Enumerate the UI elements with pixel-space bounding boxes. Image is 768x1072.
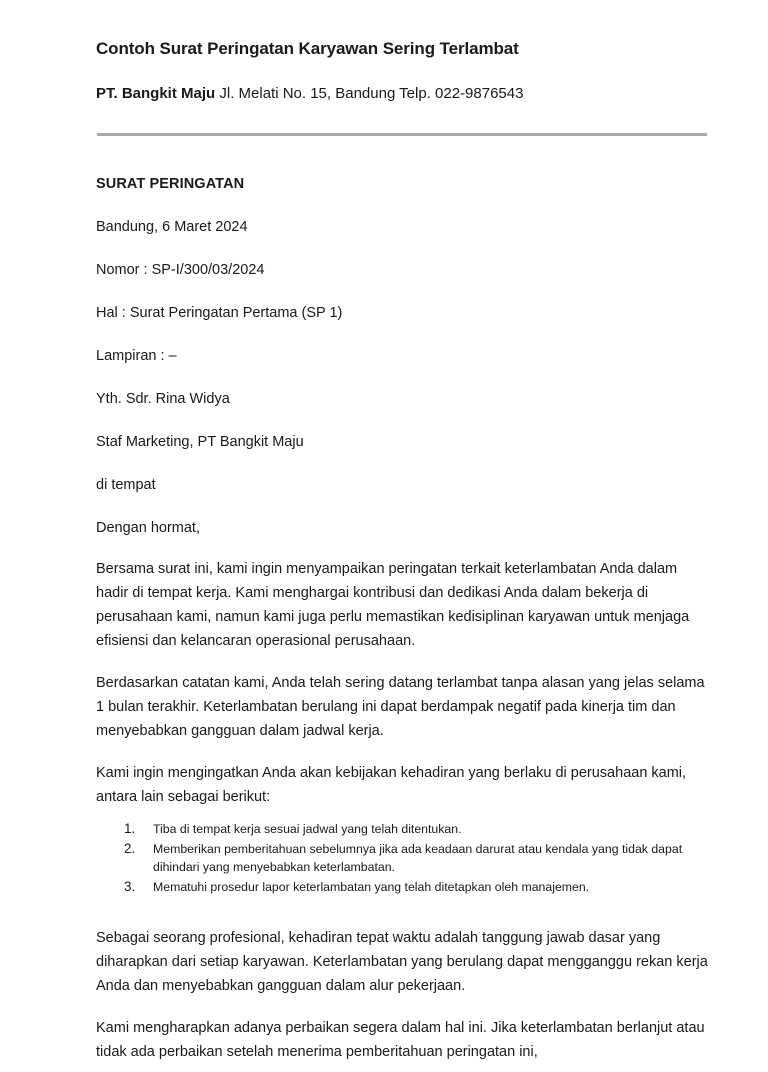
- place-and-date: Bandung, 6 Maret 2024: [96, 219, 248, 235]
- company-address: Jl. Melati No. 15, Bandung Telp. 022-9876543: [215, 85, 524, 102]
- recipient-position: Staf Marketing, PT Bangkit Maju: [96, 434, 304, 450]
- list-item: Tiba di tempat kerja sesuai jadwal yang telah ditentukan.: [153, 822, 462, 836]
- list-item: Memberikan pemberitahuan sebelumnya jika ada keadaan darurat atau kendala yang tidak dapat dihindari yang menyebabkan keterlambatan.: [153, 842, 683, 874]
- letter-number: Nomor : SP-I/300/03/2024: [96, 262, 265, 278]
- salutation: Dengan hormat,: [96, 520, 200, 536]
- company-letterhead: [96, 60, 708, 105]
- letter-attachment: Lampiran : –: [96, 348, 177, 364]
- company-name: PT. Bangkit Maju: [96, 85, 216, 102]
- policy-list: [96, 809, 708, 898]
- body-paragraph-2: Berdasarkan catatan kami, Anda telah sering datang terlambat tanpa alasan yang jelas selama 1 bulan terakhir. Keterlambatan berulang ini dapat berdampak negatif pada kinerja tim dan menyebabkan gangguan dalam jadwal kerja.: [96, 675, 705, 739]
- body-paragraph-5: Kami mengharapkan adanya perbaikan segera dalam hal ini. Jika keterlambatan berlanjut atau tidak ada perbaikan setelah menerima pemberitahuan peringatan ini,: [96, 1020, 705, 1060]
- letter-regarding: Hal : Surat Peringatan Pertama (SP 1): [96, 305, 343, 321]
- list-spacer: [96, 898, 708, 908]
- body-paragraph-4: Sebagai seorang profesional, kehadiran tepat waktu adalah tanggung jawab dasar yang diharapkan dari setiap karyawan. Keterlambatan yang berulang dapat mengganggu rekan kerja Anda dan menyebabkan gangguan dalam alur pekerjaan.: [96, 930, 708, 994]
- header-divider: [97, 133, 707, 136]
- list-item: Mematuhi prosedur lapor keterlambatan yang telah ditetapkan oleh manajemen.: [153, 880, 590, 894]
- subject-heading: SURAT PERINGATAN: [96, 176, 245, 192]
- page-title: Contoh Surat Peringatan Karyawan Sering Terlambat: [96, 39, 519, 58]
- recipient-place: di tempat: [96, 477, 156, 493]
- recipient-name: Yth. Sdr. Rina Widya: [96, 391, 230, 407]
- body-paragraph-1: Bersama surat ini, kami ingin menyampaikan peringatan terkait keterlambatan Anda dalam hadir di tempat kerja. Kami menghargai kontribusi dan dedikasi Anda dalam bekerja di perusahaan kami, namun kami juga perlu memastikan kedisiplinan karyawan untuk menjaga efisiensi dan kelancaran operasional perusahaan.: [96, 561, 690, 649]
- body-paragraph-3: Kami ingin mengingatkan Anda akan kebijakan kehadiran yang berlaku di perusahaan kami, antara lain sebagai berikut:: [96, 765, 687, 805]
